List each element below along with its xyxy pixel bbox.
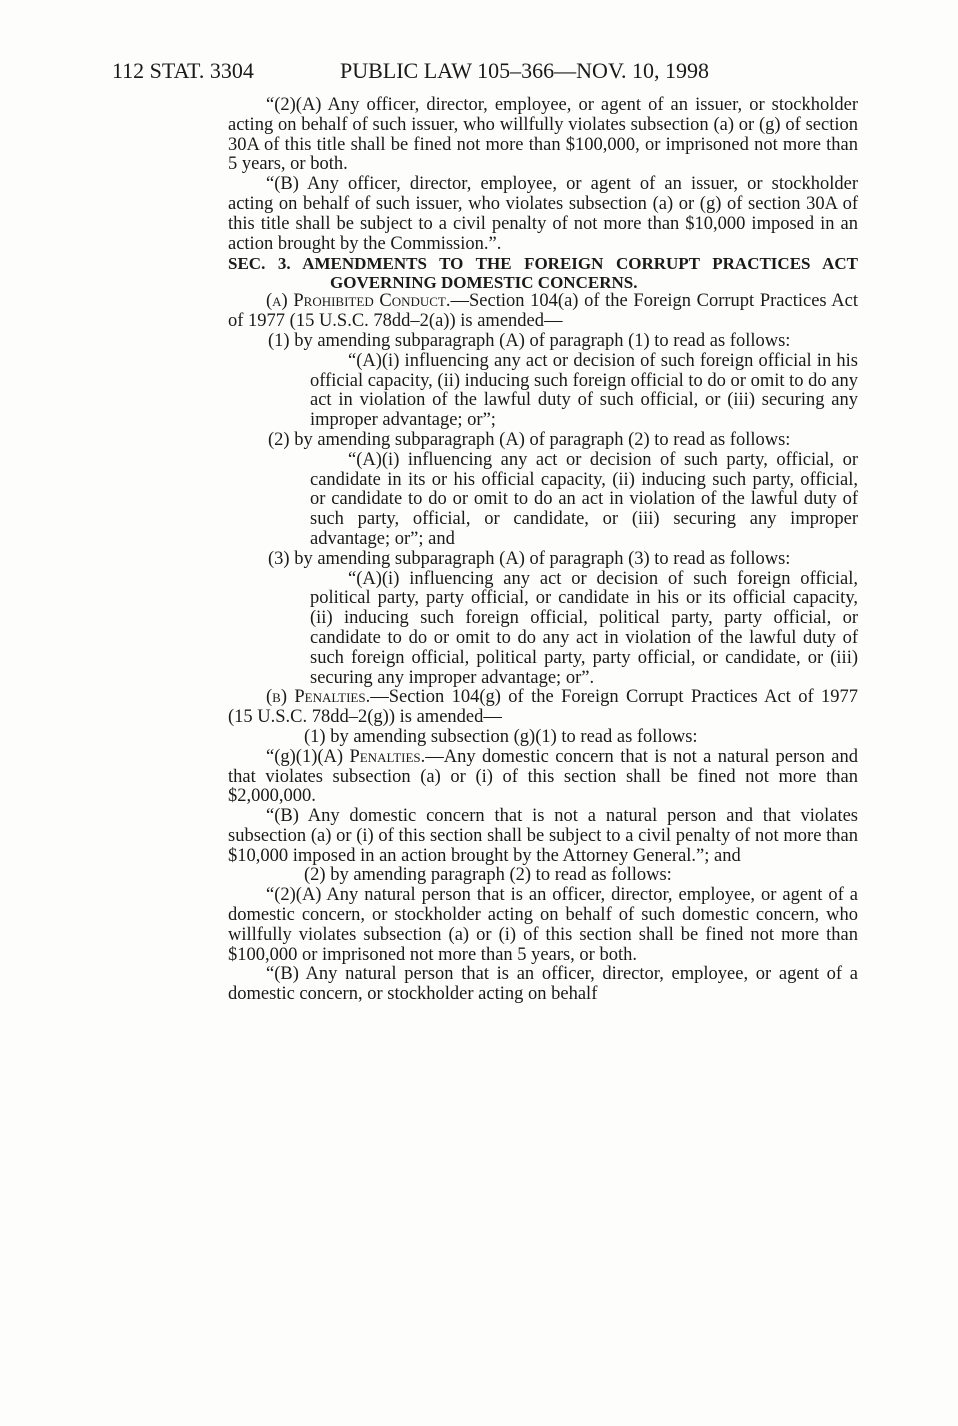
amendment-3: (3) by amending subparagraph (A) of paragraph (3) to read as follows: xyxy=(268,548,791,569)
penalties-g2a: “(2)(A) Any natural person that is an officer, director, employee, or agent of a domestic concern, or stockholder acting on behalf of such domestic concern, who willfully violates subsection (a) or (i) of this section shall be fined not more than $100,000 or imprisoned not more than 5 years, or both. xyxy=(228,885,858,965)
penalties-g1b: “(B) Any domestic concern that is not a natural person and that violates subsection (a) or (i) of this section shall be subject to a civil penalty of not more than $10,000 imposed in an action brought by the Attorney General.”; and xyxy=(228,806,858,866)
statute-page-number: 112 STAT. 3304 xyxy=(112,58,254,83)
amendment-3-text: “(A)(i) influencing any act or decision of such foreign official, political party, party official, or candidate in his or its official capacity, (ii) inducing such foreign official, political party, party official, or candidate to do or omit to do any act in violation of the lawful duty of such foreign official, political party, party official, or candidate, or (iii) securing any improper advantage; or”. xyxy=(310,568,858,688)
penalties-g2b: “(B) Any natural person that is an officer, director, employee, or agent of a domestic concern, or stockholder acting on behalf xyxy=(228,964,858,1005)
g1a-label: Penalties. xyxy=(349,746,426,767)
paragraph-2a: “(2)(A) Any officer, director, employee, or agent of an issuer, or stockholder acting on behalf of such issuer, who willfully violates subsection (a) or (g) of section 30A of this title shall be fined not more than $100,000, or imprisoned not more than 5 years, or both. xyxy=(228,95,858,175)
page-header xyxy=(112,58,858,82)
penalties-g1a xyxy=(228,748,858,807)
paragraph-2b: “(B) Any officer, director, employee, or agent of an issuer, or stockholder acting on behalf of such issuer, who violates subsection (a) or (g) of section 30A of this title shall be subject to a civil penalty of not more than $10,000 imposed in an action brought by the Commission.”. xyxy=(228,174,858,254)
amendment-2: (2) by amending subparagraph (A) of paragraph (2) to read as follows: xyxy=(268,429,791,450)
subsection-a-label: (a) Prohibited Conduct. xyxy=(266,291,451,312)
penalties-amendment-2: (2) by amending paragraph (2) to read as follows: xyxy=(304,865,672,886)
amendment-2-text: “(A)(i) influencing any act or decision of such party, official, or candidate in its or his official capacity, (ii) inducing such party, official, or candidate to do or omit to do an act in violation of the lawful duty of such party, official, or candidate, or (iii) securing any improper advantage; or”; and xyxy=(310,449,858,549)
public-law-citation: PUBLIC LAW 105–366—NOV. 10, 1998 xyxy=(340,58,709,83)
amendment-1-text: “(A)(i) influencing any act or decision of such foreign official in his official capacity, (ii) inducing such foreign official to do or omit to do any act in violation of the lawful duty of such official, or (iii) securing any improper advantage; or”; xyxy=(310,350,858,431)
section-heading: SEC. 3. AMENDMENTS TO THE FOREIGN CORRUPT PRACTICES ACT GOVERNING DOMESTIC CONCERNS. xyxy=(228,254,858,293)
penalties-amendment-1: (1) by amending subsection (g)(1) to read as follows: xyxy=(304,726,698,747)
g1a-text: —Any domestic concern that is not a natural person and that violates subsection (a) or (i) of this section shall be fined not more than $2,000,000. xyxy=(228,746,858,807)
subsection-a-text: —Section 104(a) of the Foreign Corrupt Practices Act of 1977 (15 U.S.C. 78dd–2(a)) is amended— xyxy=(228,291,858,332)
subsection-b xyxy=(228,688,858,728)
document-body xyxy=(228,96,858,1005)
g1a-prefix: “(g)(1)(A) xyxy=(266,746,350,767)
subsection-b-label: (b) Penalties. xyxy=(266,687,371,708)
amendment-1: (1) by amending subparagraph (A) of paragraph (1) to read as follows: xyxy=(268,330,791,351)
subsection-b-text: —Section 104(g) of the Foreign Corrupt Practices Act of 1977 (15 U.S.C. 78dd–2(g)) is amended— xyxy=(228,687,858,728)
subsection-a xyxy=(228,292,858,332)
